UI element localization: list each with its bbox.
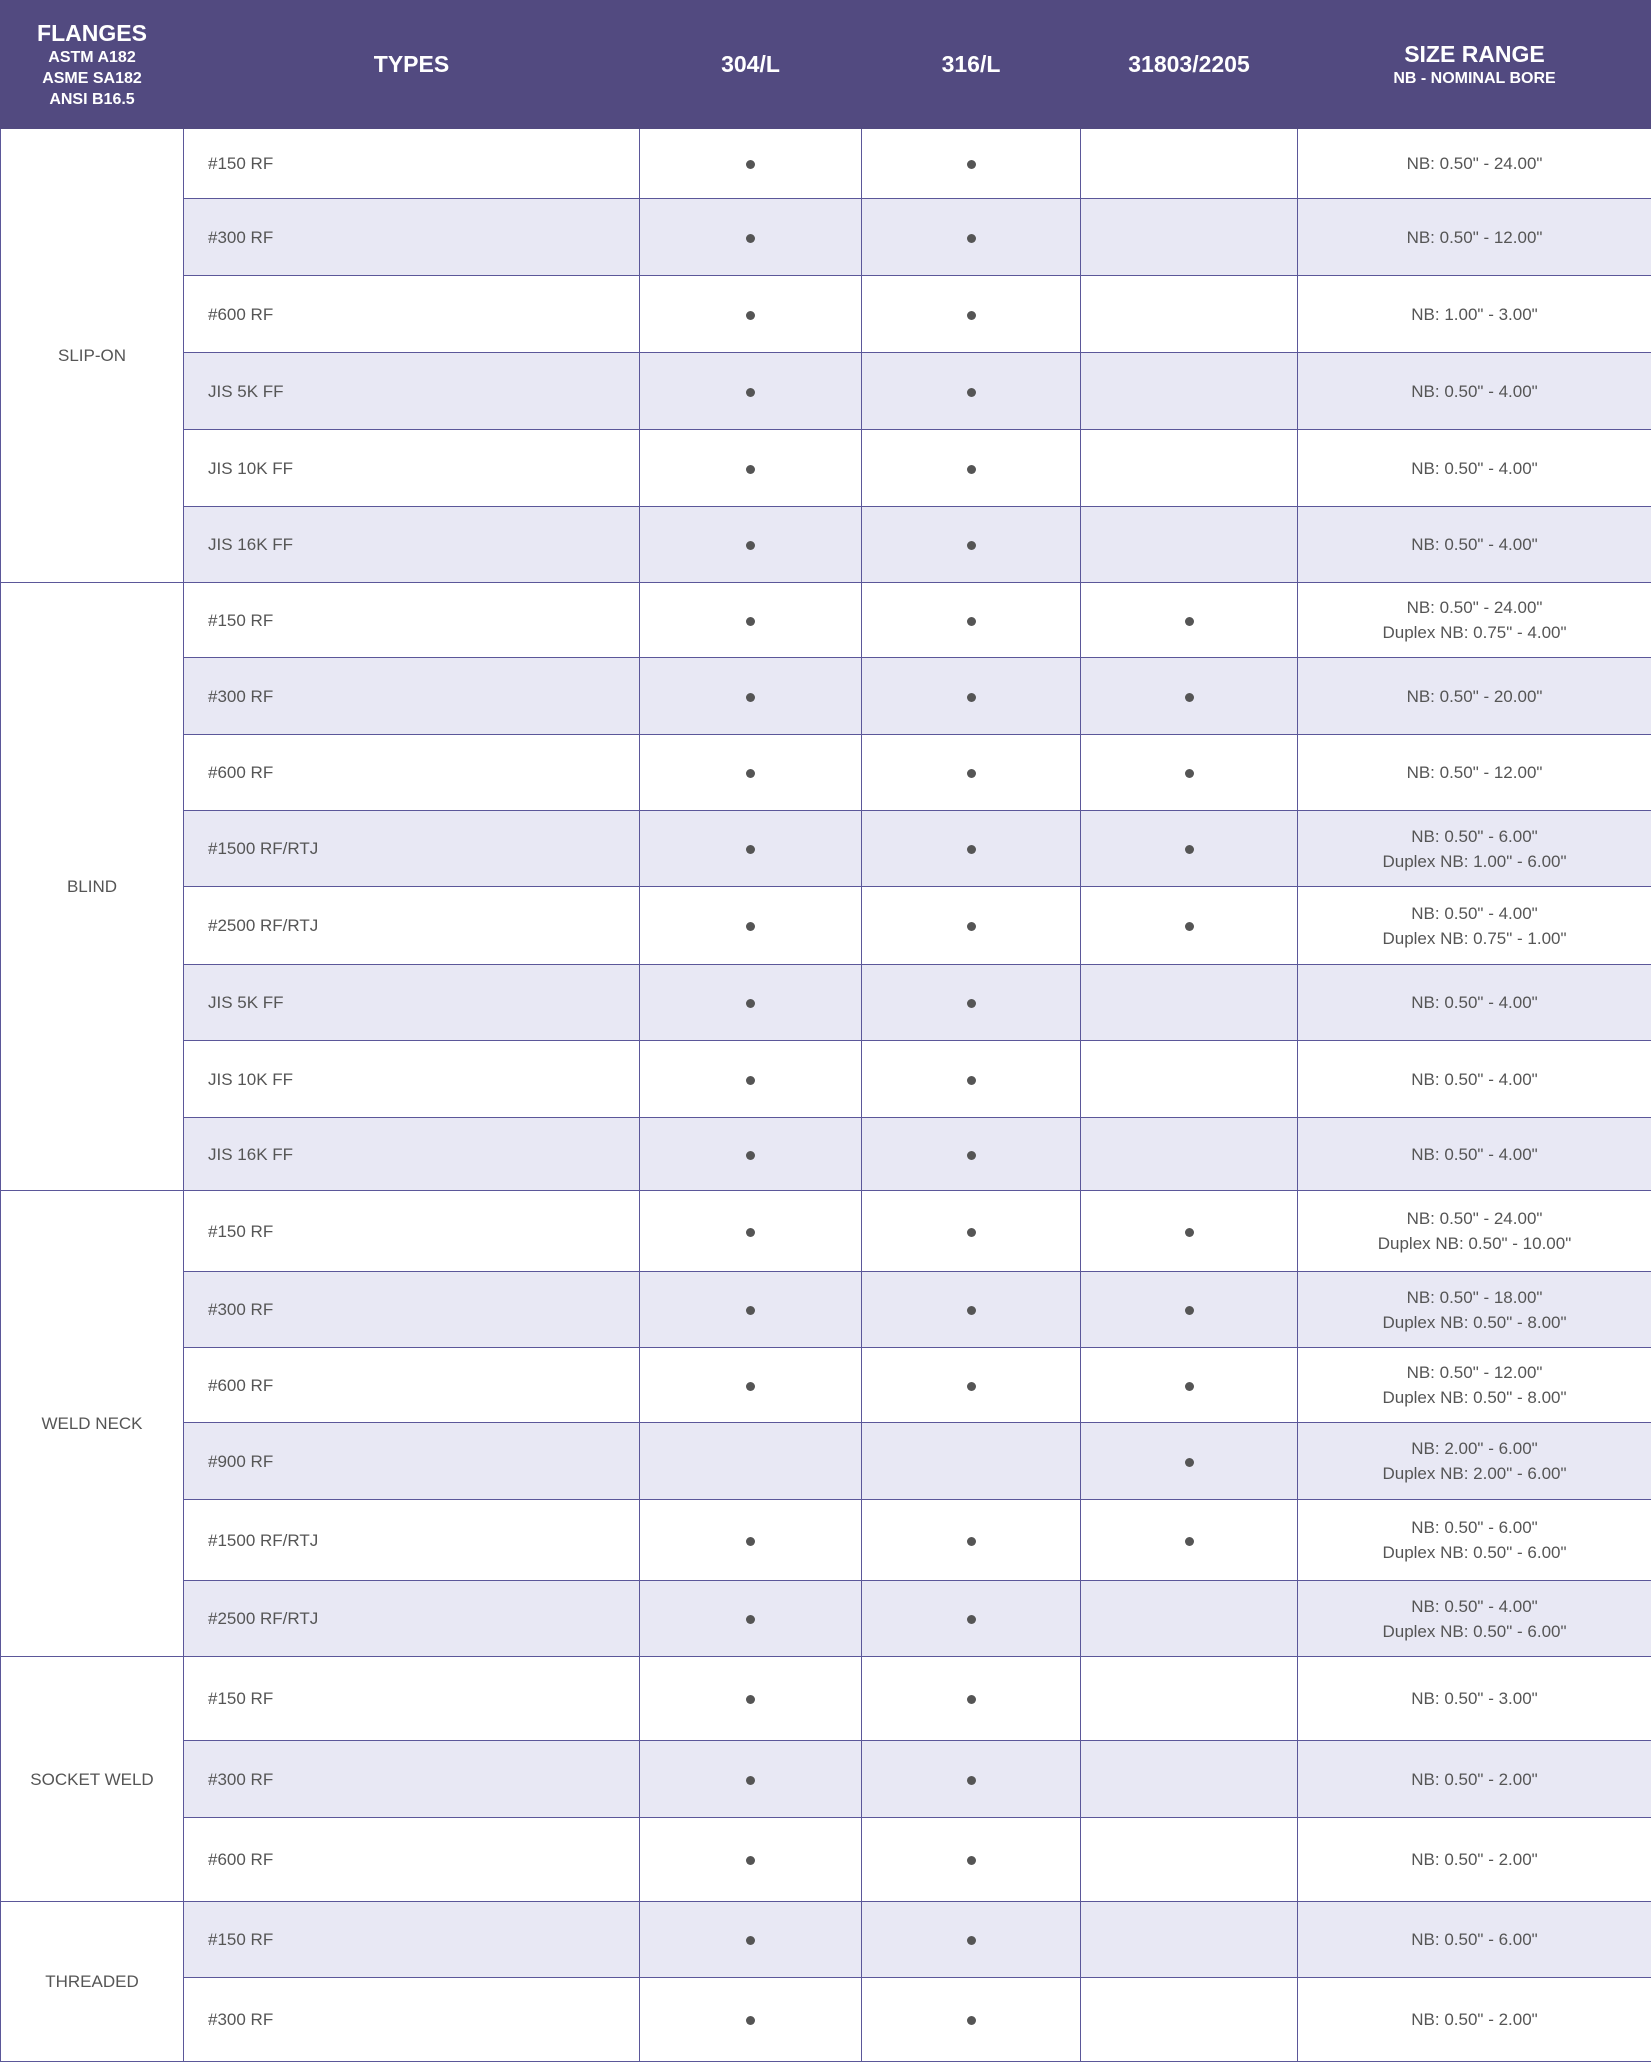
flange-type: #300 RF [184, 1272, 640, 1348]
table-row [1, 1657, 1651, 1741]
size-range-line: NB: 0.50" - 3.00" [1411, 1689, 1538, 1708]
flange-type: JIS 10K FF [184, 430, 640, 507]
grade-duplex-cell [1081, 1423, 1298, 1500]
grade-304-cell [640, 1348, 862, 1423]
flange-type: #600 RF [184, 1348, 640, 1423]
table-row [1, 129, 1651, 199]
availability-dot-icon [746, 1382, 755, 1391]
grade-304-cell [640, 1500, 862, 1581]
grade-304-cell [640, 887, 862, 965]
table-row [1, 353, 1651, 430]
flange-type: #150 RF [184, 1657, 640, 1741]
availability-dot-icon [967, 311, 976, 320]
size-range-cell [1298, 1348, 1651, 1423]
size-range-line: Duplex NB: 0.75" - 1.00" [1382, 928, 1567, 948]
header-size-range [1298, 1, 1651, 129]
availability-dot-icon [746, 999, 755, 1008]
availability-dot-icon [1185, 693, 1194, 702]
grade-304-cell [640, 583, 862, 658]
size-range-cell [1298, 1741, 1651, 1818]
availability-dot-icon [746, 693, 755, 702]
grade-duplex-cell [1081, 129, 1298, 199]
grade-duplex-cell [1081, 1741, 1298, 1818]
header-grade-316: 316/L [862, 1, 1081, 129]
header-flanges-standard-1: ASTM A182 [48, 49, 136, 66]
flange-type: #150 RF [184, 129, 640, 199]
grade-316-cell [862, 1902, 1081, 1978]
availability-dot-icon [967, 1537, 976, 1546]
flange-type: #1500 RF/RTJ [184, 811, 640, 887]
availability-dot-icon [967, 1228, 976, 1237]
flange-type: #1500 RF/RTJ [184, 1500, 640, 1581]
flange-type: #150 RF [184, 1902, 640, 1978]
table-row [1, 199, 1651, 276]
size-range-cell [1298, 811, 1651, 887]
grade-304-cell [640, 1581, 862, 1657]
size-range-cell [1298, 583, 1651, 658]
availability-dot-icon [1185, 617, 1194, 626]
flange-type: #600 RF [184, 735, 640, 811]
size-range-line: NB: 0.50" - 20.00" [1406, 686, 1543, 706]
size-range-line: NB: 0.50" - 2.00" [1411, 1850, 1538, 1869]
flange-type: #2500 RF/RTJ [184, 887, 640, 965]
flange-type: #300 RF [184, 1741, 640, 1818]
availability-dot-icon [746, 2016, 755, 2025]
availability-dot-icon [746, 465, 755, 474]
grade-316-cell [862, 1657, 1081, 1741]
availability-dot-icon [746, 311, 755, 320]
table-row [1, 965, 1651, 1041]
table-row [1, 1041, 1651, 1118]
availability-dot-icon [746, 1537, 755, 1546]
grade-duplex-cell [1081, 811, 1298, 887]
availability-dot-icon [967, 1382, 976, 1391]
availability-dot-icon [746, 769, 755, 778]
size-range-cell [1298, 735, 1651, 811]
size-range-line: Duplex NB: 2.00" - 6.00" [1382, 1464, 1567, 1483]
grade-duplex-cell [1081, 430, 1298, 507]
table-row [1, 1978, 1651, 2062]
grade-316-cell [862, 811, 1081, 887]
grade-304-cell [640, 430, 862, 507]
grade-304-cell [640, 658, 862, 735]
grade-duplex-cell [1081, 887, 1298, 965]
grade-304-cell [640, 1818, 862, 1902]
size-range-cell [1298, 430, 1651, 507]
availability-dot-icon [746, 617, 755, 626]
flange-group-name: BLIND [1, 583, 184, 1191]
availability-dot-icon [967, 1776, 976, 1785]
flange-type: #150 RF [184, 1191, 640, 1272]
grade-duplex-cell [1081, 507, 1298, 583]
grade-duplex-cell [1081, 658, 1298, 735]
size-range-line: NB: 0.50" - 12.00" [1406, 227, 1543, 247]
size-range-line: NB: 0.50" - 6.00" [1411, 1518, 1538, 1537]
size-range-cell [1298, 1818, 1651, 1902]
table-row [1, 1741, 1651, 1818]
grade-duplex-cell [1081, 1272, 1298, 1348]
grade-316-cell [862, 276, 1081, 353]
availability-dot-icon [746, 541, 755, 550]
grade-304-cell [640, 1657, 862, 1741]
grade-duplex-cell [1081, 1902, 1298, 1978]
size-range-line: NB: 0.50" - 4.00" [1411, 903, 1538, 923]
grade-304-cell [640, 507, 862, 583]
availability-dot-icon [967, 1306, 976, 1315]
grade-duplex-cell [1081, 1500, 1298, 1581]
size-range-line: Duplex NB: 0.50" - 6.00" [1382, 1543, 1567, 1562]
availability-dot-icon [746, 845, 755, 854]
availability-dot-icon [967, 2016, 976, 2025]
size-range-cell [1298, 353, 1651, 430]
flange-type: JIS 5K FF [184, 353, 640, 430]
table-row [1, 1191, 1651, 1272]
header-flanges [1, 1, 184, 129]
flange-type: JIS 5K FF [184, 965, 640, 1041]
grade-duplex-cell [1081, 583, 1298, 658]
grade-304-cell [640, 735, 862, 811]
header-grade-304: 304/L [640, 1, 862, 129]
flange-group-name: WELD NECK [1, 1191, 184, 1657]
grade-316-cell [862, 1272, 1081, 1348]
header-grade-duplex: 31803/2205 [1081, 1, 1298, 129]
table-row [1, 1500, 1651, 1581]
availability-dot-icon [967, 1936, 976, 1945]
availability-dot-icon [746, 1076, 755, 1085]
grade-duplex-cell [1081, 199, 1298, 276]
availability-dot-icon [967, 769, 976, 778]
availability-dot-icon [967, 999, 976, 1008]
size-range-line: NB: 0.50" - 6.00" [1411, 826, 1538, 846]
size-range-cell [1298, 1191, 1651, 1272]
size-range-cell [1298, 1581, 1651, 1657]
grade-316-cell [862, 887, 1081, 965]
grade-316-cell [862, 199, 1081, 276]
size-range-line: NB: 0.50" - 12.00" [1406, 763, 1543, 782]
grade-316-cell [862, 583, 1081, 658]
availability-dot-icon [1185, 1228, 1194, 1237]
table-row [1, 507, 1651, 583]
size-range-line: NB: 0.50" - 24.00" [1406, 598, 1543, 617]
header-size-subtitle: NB - NOMINAL BORE [1393, 70, 1556, 87]
size-range-cell [1298, 1902, 1651, 1978]
table-body [1, 129, 1651, 2062]
grade-duplex-cell [1081, 1818, 1298, 1902]
availability-dot-icon [746, 234, 755, 243]
size-range-cell [1298, 1657, 1651, 1741]
grade-duplex-cell [1081, 276, 1298, 353]
grade-304-cell [640, 1423, 862, 1500]
size-range-line: NB: 0.50" - 4.00" [1411, 458, 1538, 478]
availability-dot-icon [1185, 1382, 1194, 1391]
grade-304-cell [640, 353, 862, 430]
availability-dot-icon [1185, 1537, 1194, 1546]
grade-duplex-cell [1081, 1978, 1298, 2062]
size-range-line: NB: 0.50" - 4.00" [1411, 535, 1538, 554]
table-row [1, 1272, 1651, 1348]
availability-dot-icon [967, 388, 976, 397]
grade-316-cell [862, 1118, 1081, 1191]
table-row [1, 583, 1651, 658]
size-range-line: NB: 0.50" - 2.00" [1411, 1769, 1538, 1789]
size-range-line: NB: 0.50" - 24.00" [1406, 1209, 1543, 1228]
grade-316-cell [862, 1348, 1081, 1423]
availability-dot-icon [967, 1151, 976, 1160]
grade-316-cell [862, 1741, 1081, 1818]
size-range-line: Duplex NB: 0.75" - 4.00" [1382, 623, 1567, 642]
size-range-cell [1298, 1272, 1651, 1348]
table-row [1, 1818, 1651, 1902]
grade-304-cell [640, 811, 862, 887]
grade-304-cell [640, 199, 862, 276]
flange-type: #150 RF [184, 583, 640, 658]
flange-group-name: SLIP-ON [1, 129, 184, 583]
size-range-line: Duplex NB: 0.50" - 6.00" [1382, 1621, 1567, 1641]
availability-dot-icon [967, 922, 976, 931]
grade-duplex-cell [1081, 1348, 1298, 1423]
size-range-line: NB: 0.50" - 4.00" [1411, 993, 1538, 1012]
header-types: TYPES [184, 1, 640, 129]
flange-type: #300 RF [184, 658, 640, 735]
availability-dot-icon [746, 1695, 755, 1704]
grade-duplex-cell [1081, 1657, 1298, 1741]
grade-duplex-cell [1081, 1191, 1298, 1272]
availability-dot-icon [967, 845, 976, 854]
grade-304-cell [640, 1041, 862, 1118]
header-size-title: SIZE RANGE [1404, 41, 1545, 67]
header-flanges-title: FLANGES [37, 20, 147, 46]
grade-316-cell [862, 129, 1081, 199]
grade-316-cell [862, 1191, 1081, 1272]
grade-316-cell [862, 1041, 1081, 1118]
header-flanges-standard-3: ANSI B16.5 [49, 91, 135, 108]
table-row [1, 1581, 1651, 1657]
availability-dot-icon [967, 541, 976, 550]
grade-duplex-cell [1081, 735, 1298, 811]
size-range-cell [1298, 658, 1651, 735]
size-range-cell [1298, 1041, 1651, 1118]
flange-group-name: SOCKET WELD [1, 1657, 184, 1902]
size-range-line: Duplex NB: 0.50" - 8.00" [1382, 1312, 1567, 1332]
size-range-cell [1298, 1118, 1651, 1191]
grade-316-cell [862, 735, 1081, 811]
availability-dot-icon [746, 1306, 755, 1315]
availability-dot-icon [967, 234, 976, 243]
grade-316-cell [862, 430, 1081, 507]
availability-dot-icon [1185, 922, 1194, 931]
flange-type: #300 RF [184, 199, 640, 276]
grade-316-cell [862, 658, 1081, 735]
size-range-line: NB: 0.50" - 4.00" [1411, 381, 1538, 401]
table-row [1, 1423, 1651, 1500]
grade-316-cell [862, 1978, 1081, 2062]
flange-type: #300 RF [184, 1978, 640, 2062]
size-range-line: NB: 0.50" - 4.00" [1411, 1596, 1538, 1616]
grade-316-cell [862, 1818, 1081, 1902]
availability-dot-icon [967, 160, 976, 169]
size-range-line: NB: 0.50" - 6.00" [1411, 1930, 1538, 1949]
size-range-line: NB: 0.50" - 18.00" [1406, 1287, 1543, 1307]
grade-duplex-cell [1081, 965, 1298, 1041]
availability-dot-icon [967, 693, 976, 702]
grade-304-cell [640, 276, 862, 353]
size-range-cell [1298, 199, 1651, 276]
availability-dot-icon [746, 1856, 755, 1865]
size-range-cell [1298, 507, 1651, 583]
size-range-line: NB: 2.00" - 6.00" [1411, 1439, 1538, 1458]
availability-dot-icon [746, 1151, 755, 1160]
table-row [1, 811, 1651, 887]
availability-dot-icon [746, 1228, 755, 1237]
grade-duplex-cell [1081, 1118, 1298, 1191]
flange-group-name: THREADED [1, 1902, 184, 2062]
grade-304-cell [640, 1272, 862, 1348]
size-range-cell [1298, 1423, 1651, 1500]
size-range-line: NB: 0.50" - 24.00" [1406, 154, 1543, 173]
grade-304-cell [640, 1118, 862, 1191]
table-row [1, 658, 1651, 735]
availability-dot-icon [746, 1776, 755, 1785]
size-range-cell [1298, 1500, 1651, 1581]
flange-type: JIS 16K FF [184, 507, 640, 583]
availability-dot-icon [967, 1076, 976, 1085]
table-row [1, 430, 1651, 507]
table-row [1, 276, 1651, 353]
availability-dot-icon [746, 160, 755, 169]
size-range-line: NB: 0.50" - 4.00" [1411, 1069, 1538, 1089]
size-range-cell [1298, 1978, 1651, 2062]
grade-316-cell [862, 1423, 1081, 1500]
grade-316-cell [862, 1500, 1081, 1581]
availability-dot-icon [1185, 845, 1194, 854]
availability-dot-icon [967, 1615, 976, 1624]
grade-304-cell [640, 1978, 862, 2062]
availability-dot-icon [746, 922, 755, 931]
availability-dot-icon [1185, 1458, 1194, 1467]
table-row [1, 1348, 1651, 1423]
size-range-line: Duplex NB: 0.50" - 10.00" [1377, 1234, 1572, 1253]
flange-type: #600 RF [184, 276, 640, 353]
availability-dot-icon [746, 1936, 755, 1945]
availability-dot-icon [746, 388, 755, 397]
availability-dot-icon [1185, 1306, 1194, 1315]
size-range-line: Duplex NB: 1.00" - 6.00" [1382, 851, 1567, 871]
grade-316-cell [862, 1581, 1081, 1657]
grade-316-cell [862, 507, 1081, 583]
table-header [1, 1, 1651, 129]
table-row [1, 735, 1651, 811]
grade-316-cell [862, 965, 1081, 1041]
size-range-line: NB: 0.50" - 2.00" [1411, 2010, 1538, 2029]
availability-dot-icon [967, 1695, 976, 1704]
availability-dot-icon [746, 1615, 755, 1624]
flange-type: JIS 16K FF [184, 1118, 640, 1191]
availability-dot-icon [1185, 769, 1194, 778]
size-range-cell [1298, 276, 1651, 353]
availability-dot-icon [967, 465, 976, 474]
grade-304-cell [640, 1741, 862, 1818]
grade-304-cell [640, 1191, 862, 1272]
table-row [1, 1118, 1651, 1191]
size-range-line: NB: 0.50" - 12.00" [1406, 1363, 1543, 1382]
grade-duplex-cell [1081, 1041, 1298, 1118]
grade-duplex-cell [1081, 1581, 1298, 1657]
grade-duplex-cell [1081, 353, 1298, 430]
size-range-cell [1298, 887, 1651, 965]
flange-type: #2500 RF/RTJ [184, 1581, 640, 1657]
grade-304-cell [640, 1902, 862, 1978]
header-flanges-standard-2: ASME SA182 [42, 70, 142, 87]
size-range-line: NB: 1.00" - 3.00" [1411, 304, 1538, 324]
size-range-line: NB: 0.50" - 4.00" [1411, 1144, 1538, 1164]
header-row [1, 1, 1651, 129]
size-range-cell [1298, 965, 1651, 1041]
grade-304-cell [640, 129, 862, 199]
table-row [1, 887, 1651, 965]
grade-304-cell [640, 965, 862, 1041]
flange-type: JIS 10K FF [184, 1041, 640, 1118]
flange-type: #600 RF [184, 1818, 640, 1902]
size-range-line: Duplex NB: 0.50" - 8.00" [1382, 1388, 1567, 1407]
availability-dot-icon [967, 1856, 976, 1865]
flange-type: #900 RF [184, 1423, 640, 1500]
size-range-cell [1298, 129, 1651, 199]
table-row [1, 1902, 1651, 1978]
availability-dot-icon [967, 617, 976, 626]
grade-316-cell [862, 353, 1081, 430]
